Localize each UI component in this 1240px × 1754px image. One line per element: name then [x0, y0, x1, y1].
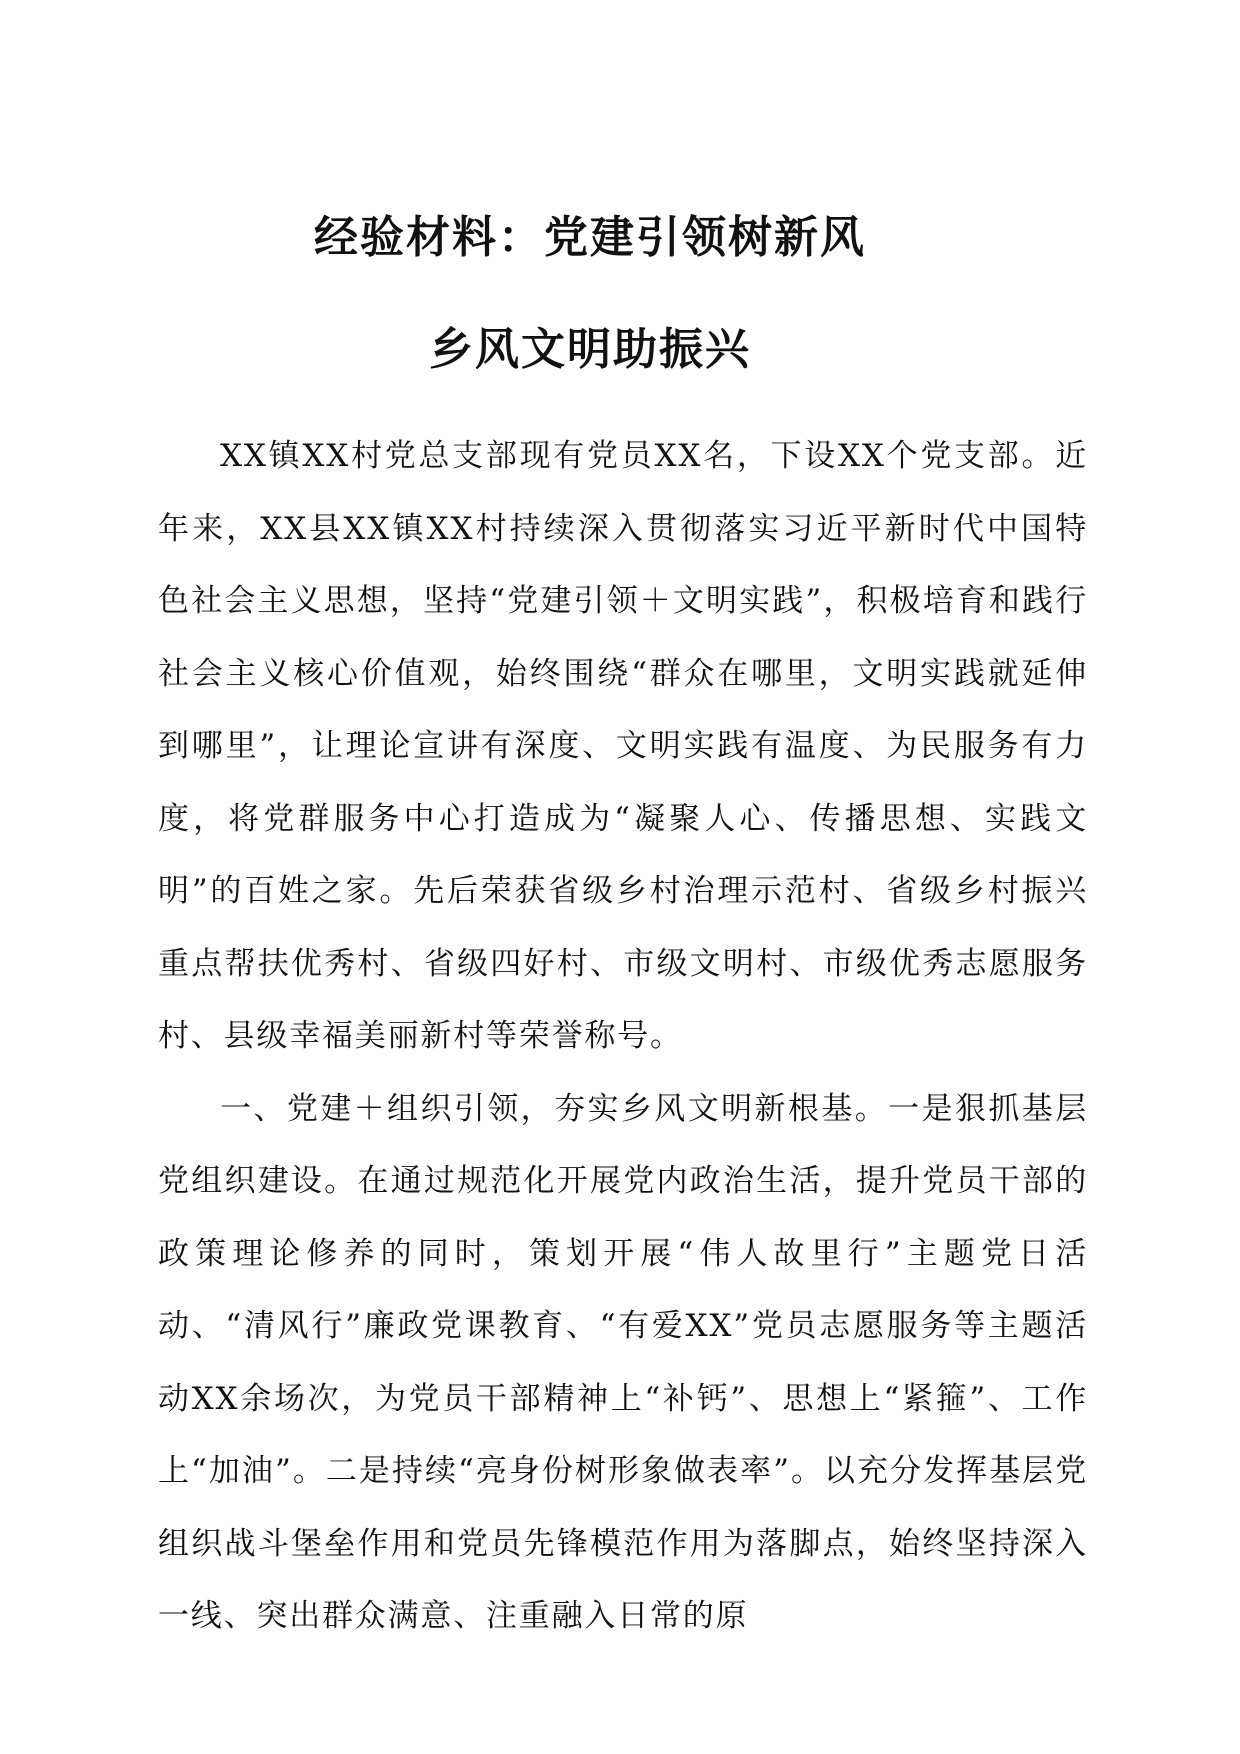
document-title-line-2: 乡风文明助振兴 — [429, 324, 751, 375]
document-title-line-1: 经验材料：党建引领树新风 — [314, 212, 866, 263]
paragraph-section-1: 一、党建＋组织引领，夯实乡风文明新根基。一是狠抓基层党组织建设。在通过规范化开展党内政治生活，提升党员干部的政策理论修养的同时，策划开展“伟人故里行”主题党日活动、“清风行”廉政党课教育、“有爱XX”党员志愿服务等主题活动XX余场次，为党员干部精神上“补钙”、思想上“紧箍”、工作上“加油”。二是持续“亮身份树形象做表率”。以充分发挥基层党组织战斗堡垒作用和党员先锋模范作用为落脚点，始终坚持深入一线、突出群众满意、注重融入日常的原 — [158, 1090, 1088, 1634]
paragraph-intro: XX镇XX村党总支部现有党员XX名，下设XX个党支部。近年来，XX县XX镇XX村持续深入贯彻落实习近平新时代中国特色社会主义思想，坚持“党建引领＋文明实践”，积极培育和践行社会主义核心价值观，始终围绕“群众在哪里，文明实践就延伸到哪里”，让理论宣讲有深度、文明实践有温度、为民服务有力度，将党群服务中心打造成为“凝聚人心、传播思想、实践文明”的百姓之家。先后荣获省级乡村治理示范村、省级乡村振兴重点帮扶优秀村、省级四好村、市级文明村、市级优秀志愿服务村、县级幸福美丽新村等荣誉称号。 — [158, 438, 1088, 1054]
document-body — [158, 420, 1088, 1653]
